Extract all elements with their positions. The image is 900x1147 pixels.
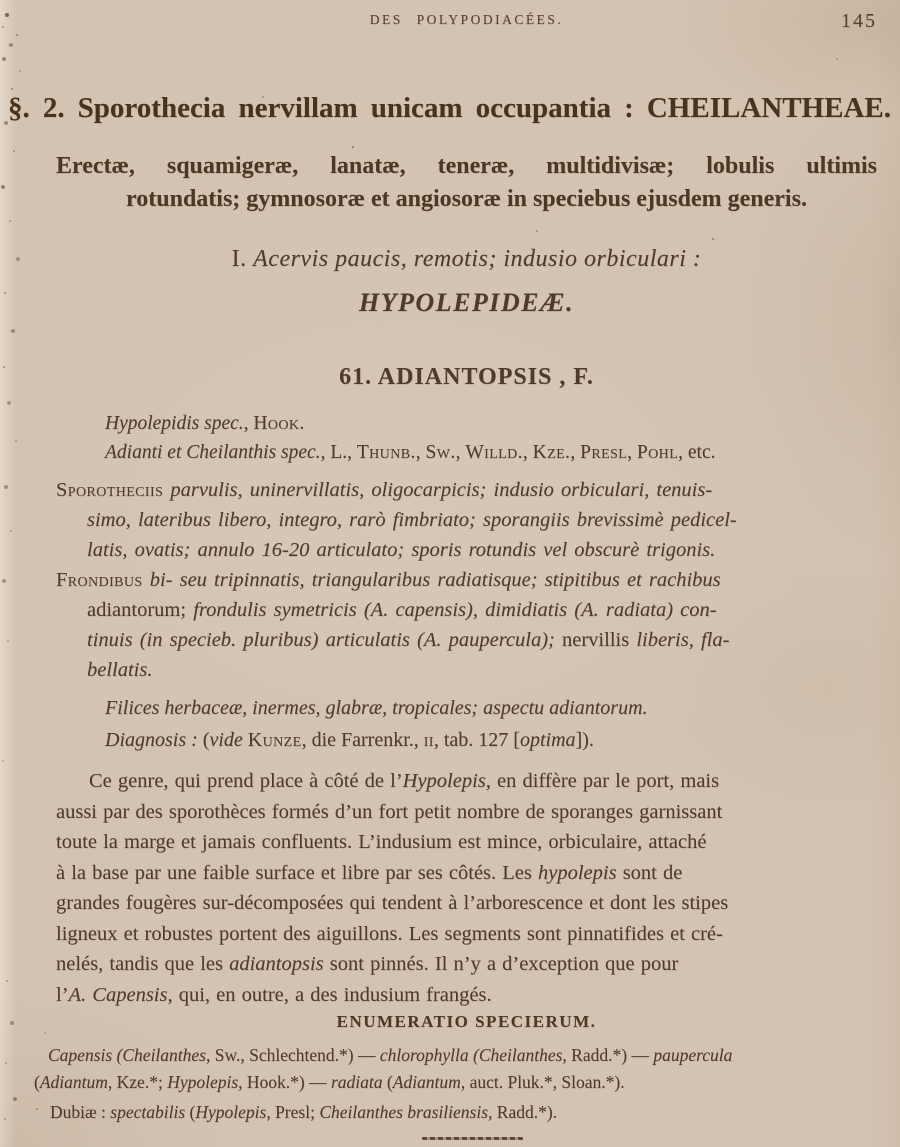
text-line: adiantorum; frondulis symetricis (A. capensis), dimidiatis (A. radiata) con- xyxy=(87,599,717,621)
section-heading: §. 2. Sporothecia nervillam unicam occupantia : CHEILANTHEAE. xyxy=(8,92,891,124)
description-block xyxy=(56,475,877,685)
text-line: ligneux et robustes portent des aiguillons. Les segments sont pinnatifides et cré- xyxy=(56,922,723,945)
text-line: latis, ovatis; annulo 16-20 articulato; sporis rotundis vel obscurè trigonis. xyxy=(87,539,716,561)
text-line: toute la marge et jamais confluents. L’indusium est mince, orbiculaire, attaché xyxy=(56,831,707,853)
synonymy-line: Adianti et Cheilanthis spec., L., Thunb., Sw., Willd., Kze., Presl, Pohl, etc. xyxy=(105,442,716,463)
text-line: Ce genre, qui prend place à côté de l’Hypolepis, en diffère par le port, mais xyxy=(89,770,720,792)
text-line: (Adiantum, Kze.*; Hypolepis, Hook.*) — radiata (Adiantum, auct. Pluk.*, Sloan.*). xyxy=(34,1071,625,1092)
family-heading: HYPOLEPIDEÆ. xyxy=(358,288,575,317)
text-line: bellatis. xyxy=(87,659,153,681)
text-line: Capensis (Cheilanthes, Sw., Schlechtend.*) — chlorophylla (Cheilanthes, Radd.*) — paupercula xyxy=(48,1045,733,1065)
text-line: tinuis (in specieb. pluribus) articulatis (A. paupercula); nervillis liberis, fla- xyxy=(87,629,730,651)
division-heading: I. Acervis paucis, remotis; indusio orbiculari : xyxy=(231,246,702,272)
enumeratio-species xyxy=(34,1042,877,1126)
text-line: rotundatis; gymnosoræ et angiosoræ in speciebus ejusdem generis. xyxy=(126,186,807,212)
latin-diagnosis xyxy=(56,150,877,216)
note-filices: Filices herbaceæ, inermes, glabræ, tropicales; aspectu adiantorum. xyxy=(105,697,648,719)
text-line: nelés, tandis que les adiantopsis sont pinnés. Il n’y a d’exception que pour xyxy=(56,953,679,975)
running-title: DES POLYPODIACÉES. xyxy=(369,12,564,27)
enumeratio-heading: ENUMERATIO SPECIERUM. xyxy=(336,1012,597,1031)
text-line: l’A. Capensis, qui, en outre, a des indusium frangés. xyxy=(56,983,492,1006)
synonymy-block xyxy=(56,409,877,467)
synonymy-line: Hypolepidis spec., Hook. xyxy=(105,413,305,434)
text-line: Frondibus bi- seu tripinnatis, triangularibus radiatisque; stipitibus et rachibus xyxy=(56,569,721,591)
dubiae-line: Dubiæ : spectabilis (Hypolepis, Presl; Cheilanthes brasiliensis, Radd.*). xyxy=(50,1102,558,1122)
commentary-paragraph xyxy=(56,766,877,1010)
running-head xyxy=(56,8,877,40)
note-diagnosis-reference: Diagnosis : (vide Kunze, die Farrenkr., ii, tab. 127 [optima]). xyxy=(105,729,594,751)
text-line: aussi par des sporothèces formés d’un fort petit nombre de sporanges garnissant xyxy=(56,800,723,823)
text-line: Erectæ, squamigeræ, lanatæ, teneræ, multidivisæ; lobulis ultimis xyxy=(56,153,877,179)
text-line: à la base par une faible surface et libre par ses côtés. Les hypolepis sont de xyxy=(56,861,683,884)
page-number: 145 xyxy=(841,10,877,32)
end-divider-rule xyxy=(422,1137,523,1140)
text-line: simo, lateribus libero, integro, rarò fimbriato; sporangiis brevissimè pedicel- xyxy=(87,509,737,531)
genus-heading: 61. ADIANTOPSIS , F. xyxy=(339,364,594,390)
text-line: Sporotheciis parvulis, uninervillatis, oligocarpicis; indusio orbiculari, tenuis- xyxy=(56,479,713,501)
text-line: grandes fougères sur-décomposées qui tendent à l’arborescence et dont les stipes xyxy=(56,892,729,914)
